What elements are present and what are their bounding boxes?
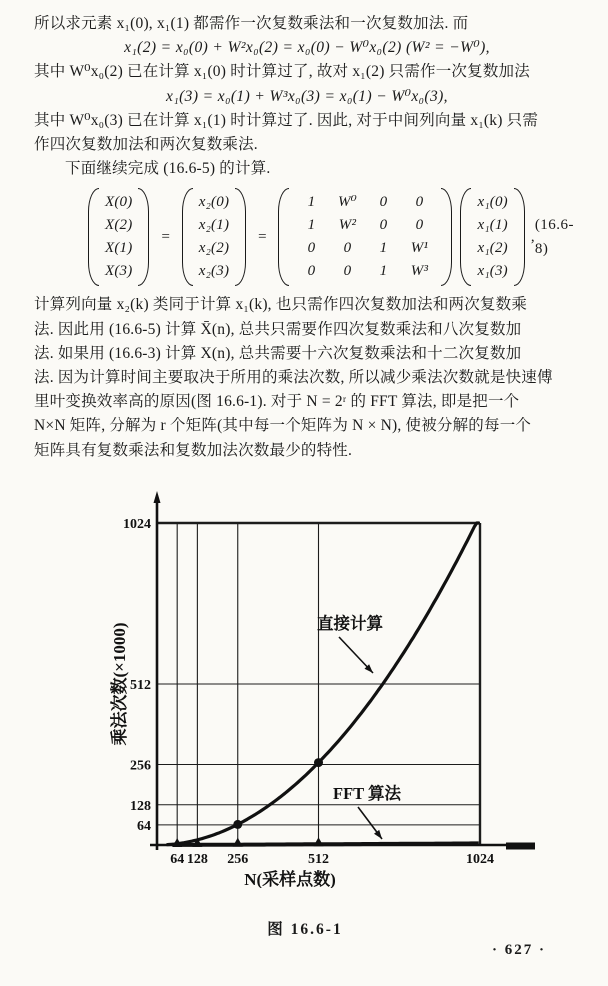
matrix-cell: W⁰: [338, 194, 357, 211]
svg-text:1024: 1024: [123, 517, 151, 532]
fft-comparison-chart: [92, 488, 562, 888]
svg-text:64: 64: [170, 852, 185, 867]
body-line: 其中 W⁰x₀(2) 已在计算 x₁(0) 时计算过了, 故对 x₁(2) 只需作一次复数加法: [34, 63, 530, 81]
body-text: [34, 12, 580, 463]
vector-cell: x₁(1): [477, 217, 508, 234]
svg-text:N(采样点数): N(采样点数): [244, 870, 336, 888]
body-line: 作四次复数加法和两次复数乘法.: [34, 136, 258, 154]
left-paren: [88, 188, 99, 286]
vector-cell: X(2): [105, 217, 133, 234]
matrix-cell: 1: [379, 240, 388, 257]
matrix-cell: 0: [343, 263, 352, 280]
left-paren: [278, 188, 289, 286]
svg-text:512: 512: [308, 852, 329, 867]
left-paren: [460, 188, 471, 286]
figure-16-6-1: [92, 488, 562, 888]
body-line: 下面继续完成 (16.6-5) 的计算.: [65, 160, 271, 178]
svg-text:128: 128: [186, 852, 208, 867]
svg-text:FFT 算法: FFT 算法: [333, 784, 401, 803]
equals-sign: =: [160, 229, 171, 246]
body-line: 法. 如果用 (16.6-3) 计算 X(n), 总共需要十六次复数乘法和十二次复数加: [34, 344, 522, 362]
figure-caption: 图 16.6-1: [267, 921, 343, 938]
y-axis-arrowhead: [154, 491, 161, 503]
vector-cell: X(0): [105, 194, 133, 211]
matrix-cell: W²: [338, 217, 357, 234]
svg-text:512: 512: [130, 678, 151, 693]
matrix-cell: 1: [379, 263, 388, 280]
matrix-equation: [34, 188, 580, 286]
right-paren: [138, 188, 149, 286]
vector-cell: x₂(3): [198, 263, 230, 280]
vector-cell: x₁(3): [477, 263, 508, 280]
vector-x2: [182, 188, 246, 286]
vector-x1: [460, 188, 524, 286]
page-number: · 627 ·: [492, 942, 547, 958]
vector-cell: x₂(1): [198, 217, 230, 234]
body-line: 法. 因为计算时间主要取决于所用的乘法次数, 所以减少乘法次数就是快速傅: [34, 369, 553, 387]
equation-number: (16.6-8): [534, 217, 575, 258]
comma: ,: [530, 229, 535, 246]
right-paren: [441, 188, 452, 286]
matrix-cell: 0: [379, 217, 388, 234]
svg-text:256: 256: [130, 758, 151, 774]
svg-text:乘法次数(×1000): 乘法次数(×1000): [110, 622, 129, 746]
matrix-cell: W¹: [410, 240, 429, 257]
matrix-cell: 1: [307, 194, 316, 211]
right-paren: [514, 188, 525, 286]
vector-X: [88, 188, 149, 286]
body-line: 其中 W⁰x₀(3) 已在计算 x₁(1) 时计算过了. 因此, 对于中间列向量 x₁(k) 只需: [34, 111, 539, 129]
body-line: 所以求元素 x₁(0), x₁(1) 都需作一次复数乘法和一次复数加法. 而: [34, 15, 469, 32]
vector-cell: X(1): [105, 240, 133, 257]
matrix-cell: 0: [415, 194, 424, 211]
matrix-cell: 0: [307, 240, 316, 257]
matrix-cell: 0: [343, 240, 352, 257]
body-line: 法. 因此用 (16.6-5) 计算 X̄(n), 总共只需要作四次复数乘法和八次复数加: [34, 320, 522, 338]
vector-cell: X(3): [105, 263, 133, 280]
svg-text:256: 256: [227, 852, 249, 867]
svg-text:64: 64: [137, 818, 151, 834]
vector-cell: x₁(0): [477, 194, 508, 211]
matrix-cell: 0: [379, 194, 388, 211]
svg-text:128: 128: [130, 798, 151, 814]
body-line: N×N 矩阵, 分解为 r 个矩阵(其中每一个矩阵为 N × N), 使被分解的每一个: [34, 417, 532, 435]
equation-line: x₁(3) = x₀(1) + W³x₀(3) = x₀(1) − W⁰x₀(3),: [166, 87, 448, 105]
equation-line: x₁(2) = x₀(0) + W²x₀(2) = x₀(0) − W⁰x₀(2) (W² = −W⁰),: [124, 39, 490, 57]
vector-cell: x₁(2): [477, 240, 508, 257]
vector-cell: x₂(0): [198, 194, 230, 211]
matrix-cell: W³: [410, 263, 429, 280]
vector-cell: x₂(2): [198, 240, 230, 257]
matrix-cell: 0: [307, 263, 316, 280]
left-paren: [182, 188, 193, 286]
transform-matrix: [278, 188, 452, 286]
svg-text:直接计算: 直接计算: [317, 614, 383, 633]
right-paren: [235, 188, 246, 286]
equals-sign: =: [257, 229, 268, 246]
body-line: 矩阵具有复数乘法和复数加法次数最少的特性.: [34, 441, 353, 459]
matrix-cell: 0: [415, 217, 424, 234]
body-line: 计算列向量 x₂(k) 类同于计算 x₁(k), 也只需作四次复数加法和两次复数乘: [34, 296, 528, 314]
matrix-cell: 1: [307, 217, 316, 234]
body-line: 里叶变换效率高的原因(图 16.6-1). 对于 N = 2ʳ 的 FFT 算法, 即是把一个: [34, 393, 520, 411]
svg-text:1024: 1024: [466, 852, 494, 867]
